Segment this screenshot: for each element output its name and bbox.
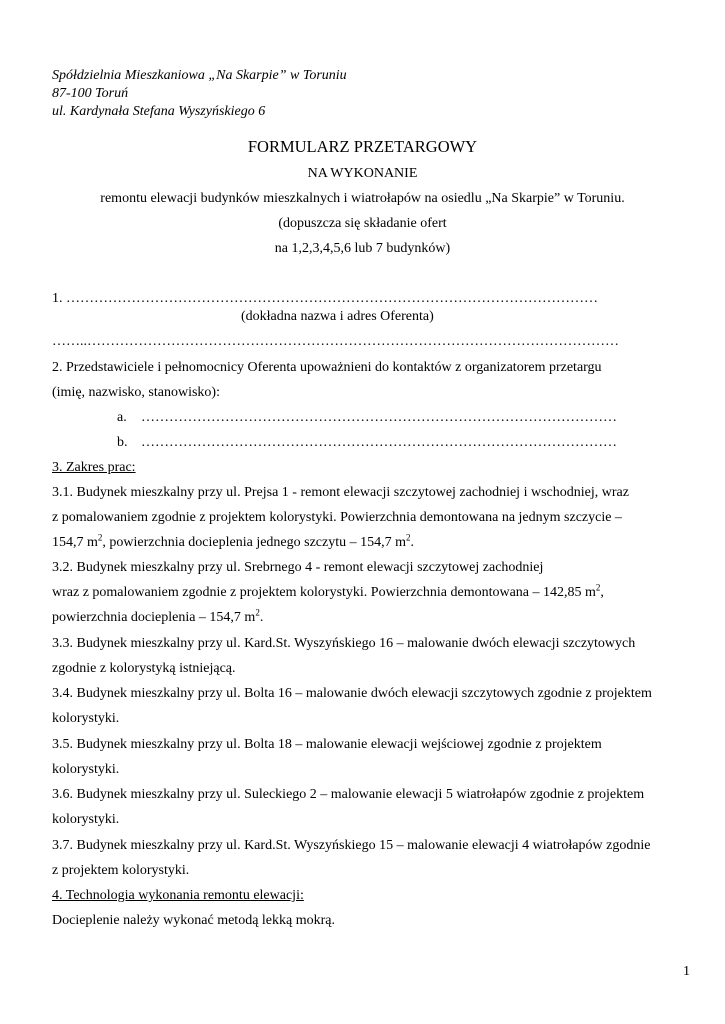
section2-line2: (imię, nazwisko, stanowisko):	[52, 385, 220, 400]
item-3-1-line2: z pomalowaniem zgodnie z projektem kolorystyki. Powierzchnia demontowana na jednym szczycie –	[52, 510, 622, 525]
org-street: ul. Kardynała Stefana Wyszyńskiego 6	[52, 104, 266, 119]
item-3-2-line2: wraz z pomalowaniem zgodnie z projektem kolorystyki. Powierzchnia demontowana – 142,85 $m^2$,	[52, 582, 604, 600]
subtitle-line4: na 1,2,3,4,5,6 lub 7 budynków)	[274, 241, 451, 256]
section4-heading: 4. Technologia wykonania remontu elewacji:	[52, 888, 304, 903]
section4-text: Docieplenie należy wykonać metodą lekką mokrą.	[52, 913, 335, 928]
item-3-1-line1: 3.1. Budynek mieszkalny przy ul. Prejsa 1 - remont elewacji szczytowej zachodniej i wschodniej, wraz	[52, 485, 629, 500]
item-3-6-line2: kolorystyki.	[52, 812, 120, 827]
page-number: 1	[683, 964, 690, 979]
rep-a-label: a.	[117, 410, 127, 425]
item-3-4-line1: 3.4. Budynek mieszkalny przy ul. Bolta 16 – malowanie dwóch elewacji szczytowych zgodnie z projektem	[52, 686, 652, 701]
document-title: FORMULARZ PRZETARGOWY	[247, 137, 478, 156]
item-3-5-line2: kolorystyki.	[52, 762, 120, 777]
rep-b-field: …………………………………………………………………………………………	[141, 435, 617, 450]
item-3-2-line3: powierzchnia docieplenia – 154,7 $m^2$.	[52, 607, 264, 625]
org-postal: 87-100 Toruń	[52, 86, 129, 101]
subtitle-line2: remontu elewacji budynków mieszkalnych i wiatrołapów na osiedlu „Na Skarpie” w Toruniu.	[100, 191, 625, 206]
rep-a-field: …………………………………………………………………………………………	[141, 410, 617, 425]
offerent-caption: (dokładna nazwa i adres Oferenta)	[241, 309, 434, 324]
offerent-name-field: 1. ……………………………………………………………………………………………………	[52, 291, 598, 306]
section2-line1: 2. Przedstawiciele i pełnomocnicy Oferenta upoważnieni do kontaktów z organizatorem przetargu	[52, 360, 602, 375]
item-3-2-line1: 3.2. Budynek mieszkalny przy ul. Srebrnego 4 - remont elewacji szczytowej zachodniej	[52, 560, 544, 575]
rep-b-label: b.	[117, 435, 128, 450]
item-3-3-line2: zgodnie z kolorystyką istniejącą.	[52, 661, 236, 676]
item-3-4-line2: kolorystyki.	[52, 711, 120, 726]
item-3-3-line1: 3.3. Budynek mieszkalny przy ul. Kard.St. Wyszyńskiego 16 – malowanie dwóch elewacji szczytowych	[52, 636, 636, 651]
subtitle-line1: NA WYKONANIE	[307, 166, 418, 181]
section3-heading: 3. Zakres prac:	[52, 460, 136, 475]
item-3-7-line1: 3.7. Budynek mieszkalny przy ul. Kard.St. Wyszyńskiego 15 – malowanie elewacji 4 wiatrołapów zgodnie	[52, 838, 651, 853]
offerent-address-field: ……..……………………………………………………………………………………………………	[52, 334, 619, 349]
item-3-6-line1: 3.6. Budynek mieszkalny przy ul. Suleckiego 2 – malowanie elewacji 5 wiatrołapów zgodnie z projektem	[52, 787, 645, 802]
item-3-7-line2: z projektem kolorystyki.	[52, 863, 190, 878]
org-name: Spółdzielnia Mieszkaniowa „Na Skarpie” w Toruniu	[52, 68, 347, 83]
item-3-5-line1: 3.5. Budynek mieszkalny przy ul. Bolta 18 – malowanie elewacji wejściowej zgodnie z projektem	[52, 737, 602, 752]
item-3-1-line3: 154,7 $m^2$, powierzchnia docieplenia jednego szczytu – 154,7 $m^2$.	[52, 532, 415, 550]
subtitle-line3: (dopuszcza się składanie ofert	[278, 216, 447, 231]
